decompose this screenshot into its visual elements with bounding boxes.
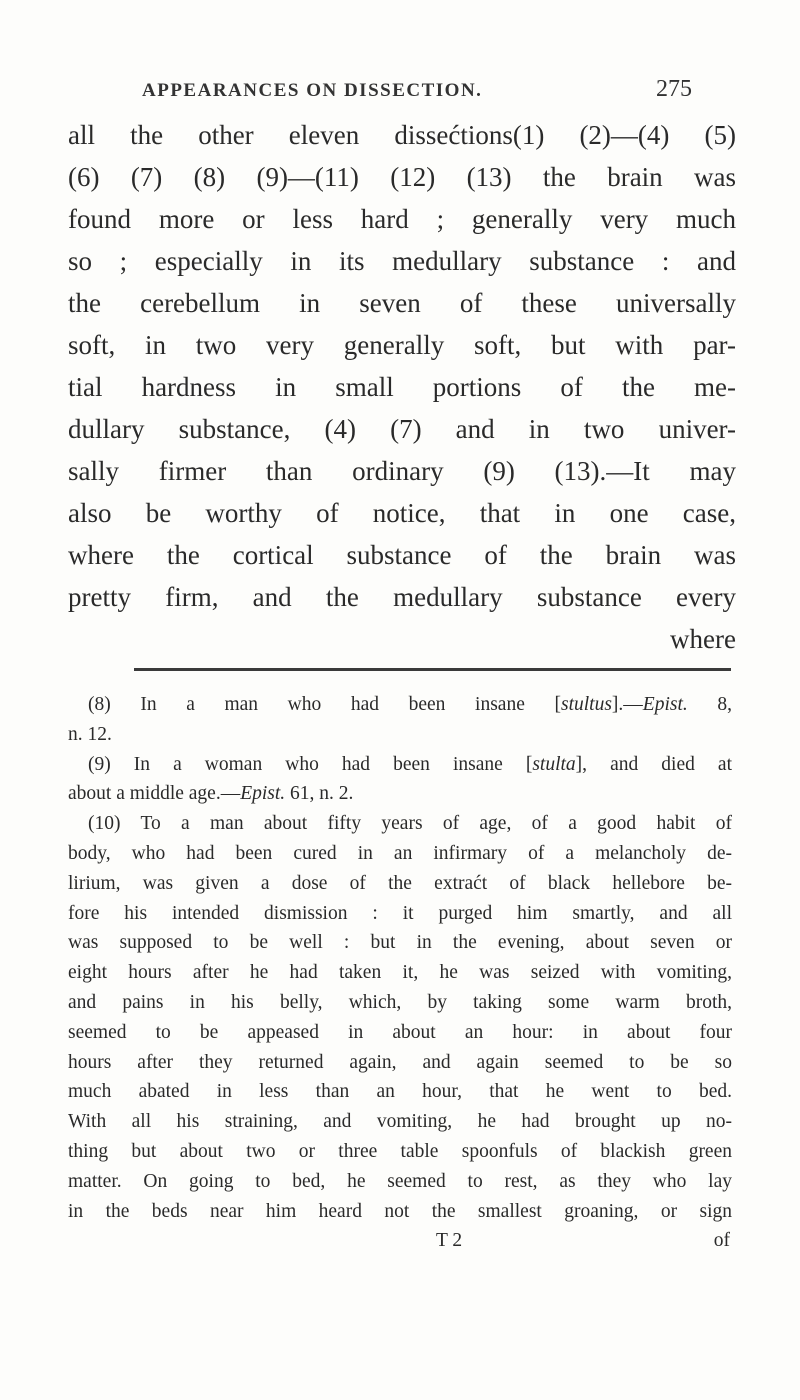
catchword: of (713, 1230, 730, 1252)
running-head (142, 76, 692, 102)
footnote-10-line: With all his straining, and vomiting, he had brought up no- (68, 1111, 732, 1133)
text-line: the cerebellum in seven of these universally (68, 288, 736, 318)
footnote-8-line: n. 12. (68, 723, 112, 745)
text-line: found more or less hard ; generally very much (68, 204, 736, 234)
footnotes (68, 690, 732, 1256)
footnote-10-line: lirium, was given a dose of the extraćt of black hellebore be- (68, 872, 732, 894)
text-line: soft, in two very generally soft, but with par- (68, 330, 736, 360)
page-footer (68, 1226, 732, 1256)
fn-latin-term: stultus (560, 694, 612, 715)
footnote-9-line (68, 750, 732, 780)
footnote-10-line: body, who had been cured in an infirmary of a melancholy de- (68, 842, 732, 864)
page-number: 275 (656, 76, 692, 102)
footnote-10-line: was supposed to be well : but in the evening, about seven or (68, 932, 732, 954)
footnote-10-line: much abated in less than an hour, that he went to bed. (68, 1081, 732, 1103)
main-text (68, 114, 736, 660)
text-line: pretty firm, and the medullary substance every (68, 582, 736, 612)
running-head-title: APPEARANCES ON DISSECTION. (142, 80, 483, 101)
footnote-10-line: and pains in his belly, which, by taking some warm broth, (68, 991, 732, 1013)
fn-text: ], and died at (575, 753, 732, 775)
footnote-10-line: eight hours after he had taken it, he was seized with vomiting, (68, 962, 732, 984)
footnote-8-line (68, 690, 732, 720)
footnote-10-line: matter. On going to bed, he seemed to rest, as they who lay (68, 1170, 732, 1192)
footnote-10-line: (10) To a man about fifty years of age, of a good habit of (88, 813, 732, 835)
text-line: dullary substance, (4) (7) and in two univer- (68, 414, 736, 444)
text-line: where (670, 624, 736, 654)
fn-reference: Epist. (240, 783, 286, 805)
footnote-10-line: in the beds near him heard not the smallest groaning, or sign (68, 1200, 732, 1222)
signature-mark: T 2 (436, 1230, 463, 1252)
fn-text: (8) In a man who had been insane [ (88, 694, 561, 715)
fn-text: 8, (687, 694, 733, 715)
fn-text: 61, n. 2. (285, 783, 354, 805)
text-line: tial hardness in small portions of the me- (68, 372, 736, 402)
text-line: also be worthy of notice, that in one case, (68, 498, 736, 528)
footnote-rule (134, 668, 731, 671)
footnote-10-line: fore his intended dismission : it purged him smartly, and all (68, 902, 732, 924)
fn-text: ].— (611, 694, 643, 715)
footnote-9-line (68, 779, 732, 809)
fn-text: about a middle age.— (68, 783, 241, 805)
text-line: all the other eleven dissećtions(1) (2)—(4) (5) (68, 120, 736, 150)
footnote-10-line: hours after they returned again, and again seemed to be so (68, 1051, 732, 1073)
text-line: where the cortical substance of the brain was (68, 540, 736, 570)
fn-text: (9) In a woman who had been insane [ (88, 753, 533, 775)
text-line: so ; especially in its medullary substance : and (68, 246, 736, 276)
text-line: (6) (7) (8) (9)—(11) (12) (13) the brain was (68, 162, 736, 192)
fn-reference: Epist. (642, 694, 688, 715)
text-line: sally firmer than ordinary (9) (13).—It may (68, 456, 736, 486)
footnote-10-line: thing but about two or three table spoonfuls of blackish green (68, 1140, 732, 1162)
fn-latin-term: stulta (532, 753, 576, 775)
footnote-10-line: seemed to be appeased in about an hour: in about four (68, 1021, 732, 1043)
